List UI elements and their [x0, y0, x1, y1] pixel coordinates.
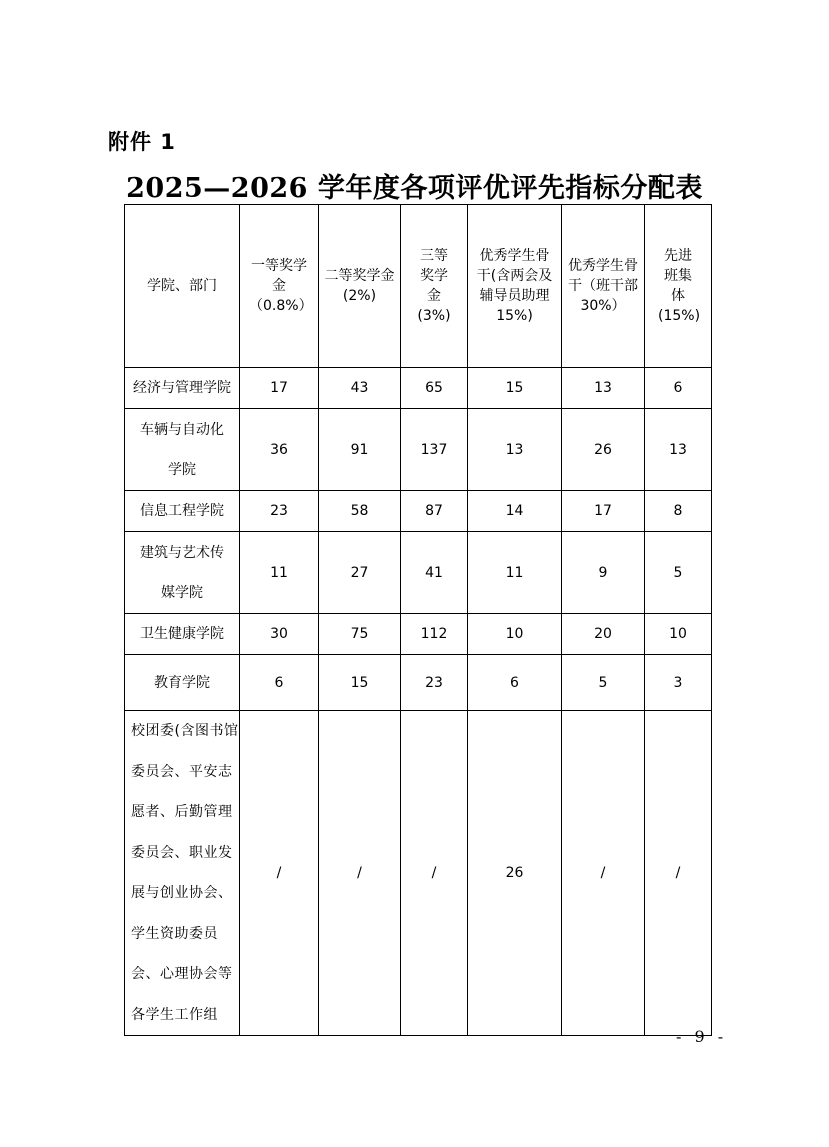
table-cell: 13: [645, 409, 712, 491]
table-cell: 6: [468, 655, 562, 711]
table-row: [125, 655, 712, 711]
department-name: 信息工程学院: [125, 491, 240, 532]
table-cell: 17: [240, 368, 319, 409]
table-cell: 8: [645, 491, 712, 532]
table-cell: 112: [401, 614, 468, 655]
header-advanced-class: 先进班集体(15%): [645, 205, 712, 368]
department-name: 建筑与艺术传媒学院: [125, 532, 240, 614]
table-cell: 15: [468, 368, 562, 409]
table-cell: 3: [645, 655, 712, 711]
table-cell: 58: [319, 491, 401, 532]
table-cell: 17: [562, 491, 645, 532]
department-name: 车辆与自动化学院: [125, 409, 240, 491]
header-first-class-scholarship: 一等奖学金（0.8%）: [240, 205, 319, 368]
table-cell: 11: [468, 532, 562, 614]
table-row: [125, 614, 712, 655]
table-row: [125, 532, 712, 614]
department-name: 教育学院: [125, 655, 240, 711]
table-cell: 23: [401, 655, 468, 711]
table-cell: 75: [319, 614, 401, 655]
table-cell: 20: [562, 614, 645, 655]
table-cell: 10: [645, 614, 712, 655]
table-cell: 11: [240, 532, 319, 614]
table-cell: 5: [562, 655, 645, 711]
table-cell: 43: [319, 368, 401, 409]
table-cell: 41: [401, 532, 468, 614]
table-cell: 26: [562, 409, 645, 491]
table-cell: 9: [562, 532, 645, 614]
table-cell: 13: [468, 409, 562, 491]
document-title: 2025—2026 学年度各项评优评先指标分配表: [126, 173, 703, 204]
department-name: 经济与管理学院: [125, 368, 240, 409]
table-cell: 10: [468, 614, 562, 655]
table-cell: 6: [645, 368, 712, 409]
header-department: 学院、部门: [125, 205, 240, 368]
table-cell: 65: [401, 368, 468, 409]
table-row: [125, 491, 712, 532]
table-cell: 87: [401, 491, 468, 532]
table-cell: 91: [319, 409, 401, 491]
allocation-table: [124, 204, 712, 1036]
header-outstanding-cadre-class: 优秀学生骨干（班干部30%）: [562, 205, 645, 368]
header-third-class-scholarship: 三等奖学金(3%): [401, 205, 468, 368]
table-cell: 6: [240, 655, 319, 711]
table-cell: /: [645, 711, 712, 1036]
table-cell: 26: [468, 711, 562, 1036]
table-cell: 137: [401, 409, 468, 491]
table-cell: 5: [645, 532, 712, 614]
table-cell: 15: [319, 655, 401, 711]
attachment-label: 附件 1: [108, 130, 176, 154]
header-second-class-scholarship: 二等奖学金(2%): [319, 205, 401, 368]
table-cell: /: [319, 711, 401, 1036]
page-number: - 9 -: [676, 1027, 728, 1046]
department-name: 校团委(含图书馆委员会、平安志愿者、后勤管理委员会、职业发展与创业协会、学生资助委员会、心理协会等各学生工作组: [125, 711, 240, 1036]
table-cell: 23: [240, 491, 319, 532]
header-outstanding-cadre-associations: 优秀学生骨干(含两会及辅导员助理15%): [468, 205, 562, 368]
table-header-row: [125, 205, 712, 368]
table-cell: 14: [468, 491, 562, 532]
table-cell: /: [562, 711, 645, 1036]
table-row: [125, 368, 712, 409]
table-row: [125, 711, 712, 1036]
table-cell: /: [401, 711, 468, 1036]
table-cell: /: [240, 711, 319, 1036]
table-row: [125, 409, 712, 491]
table-cell: 36: [240, 409, 319, 491]
department-name: 卫生健康学院: [125, 614, 240, 655]
table-cell: 30: [240, 614, 319, 655]
table-cell: 13: [562, 368, 645, 409]
table-cell: 27: [319, 532, 401, 614]
